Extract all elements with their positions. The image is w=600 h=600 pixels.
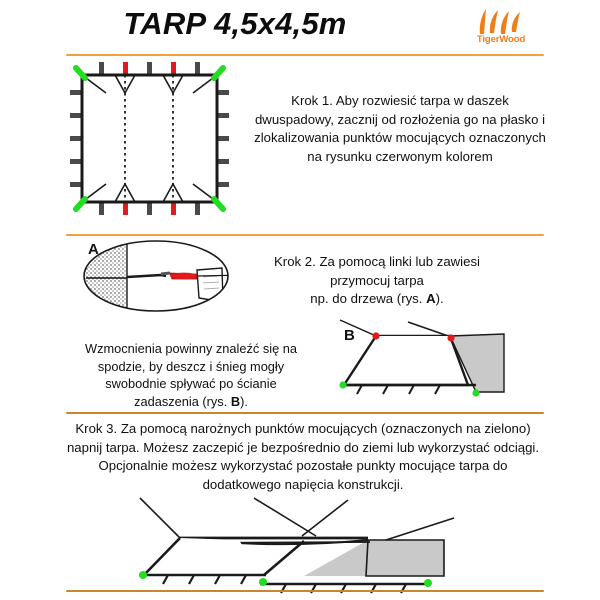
carabiner-icon — [170, 273, 198, 280]
divider-footer — [66, 590, 544, 592]
canopy-edge-mid — [264, 541, 304, 575]
ground-anchor-mid — [259, 578, 267, 586]
step-2-ref-a: A — [426, 291, 436, 306]
note-line-3: swobodnie spływać po ścianie — [105, 376, 277, 391]
divider-header — [66, 54, 544, 56]
ground-stake-group-left — [163, 575, 246, 584]
step-2-line-1: Krok 2. Za pomocą linki lub zawiesi — [274, 254, 480, 269]
note-line-1: Wzmocnienia powinny znaleźć się na — [85, 341, 297, 356]
divider-step-1 — [66, 234, 544, 236]
tensioned-tarp-diagram — [136, 496, 456, 586]
tab-group-top — [99, 62, 200, 75]
tarp-canopy — [344, 336, 468, 385]
note-line-2: spodzie, by deszcz i śnieg mogły — [97, 358, 285, 374]
tarp-flat-layout-diagram — [68, 62, 243, 227]
tigerwood-logo — [465, 7, 537, 51]
page-title: TARP 4,5x4,5m — [123, 6, 347, 41]
ground-anchor-left — [139, 571, 147, 579]
tab-group-bottom — [99, 202, 200, 215]
logo-wordmark: TigerWood — [476, 34, 526, 45]
ground-stake-group — [357, 385, 440, 394]
shaded-side-panel — [366, 540, 444, 576]
guy-lines — [140, 498, 454, 540]
ridge-anchor-right — [447, 334, 454, 341]
step-2-line-2: przymocuj tarpa — [330, 272, 424, 288]
step-2-text — [252, 253, 502, 309]
page-header — [0, 0, 600, 50]
figure-label-b: B — [344, 327, 355, 344]
step-2-line-3b: ). — [435, 291, 444, 306]
tree-attachment-detail-diagram — [66, 240, 246, 312]
note-line-4a: zadaszenia (rys. — [134, 393, 231, 409]
tarp-body — [82, 75, 217, 202]
step-3-text: Krok 3. Za pomocą narożnych punktów mocujących (oznaczonych na zielono) napnij tarpa. Możesz zaczepić je bezpośrednio do ziemi lub wykorzystać odciągi. Opcjonalnie możesz wykorzystać pozostałe punkty mocujące tarpa do dodatkowego napięcia konstrukcji. — [66, 421, 540, 492]
step-1-text: Krok 1. Aby rozwiesić tarpa w daszek dwuspadowy, zacznij od rozłożenia go na płasko i zlokalizowania punktów mocujących oznaczonych na rysunku czerwonym kolorem — [254, 93, 546, 164]
note-line-4b: ). — [240, 393, 248, 409]
figure-label-a: A — [88, 241, 99, 258]
ground-anchor-right — [424, 579, 432, 587]
ridge-anchor-left — [372, 332, 379, 339]
flame-icon — [473, 7, 529, 35]
tarp-corner-panel — [197, 268, 244, 302]
ground-anchor-right — [472, 389, 479, 396]
step-2-line-3a: np. do drzewa (rys. — [310, 291, 427, 306]
pitched-tarp-diagram-b — [326, 318, 516, 400]
step-2-note — [62, 340, 320, 410]
ground-anchor-left — [339, 381, 346, 388]
divider-step-2 — [66, 412, 544, 414]
note-ref-b: B — [230, 393, 241, 409]
